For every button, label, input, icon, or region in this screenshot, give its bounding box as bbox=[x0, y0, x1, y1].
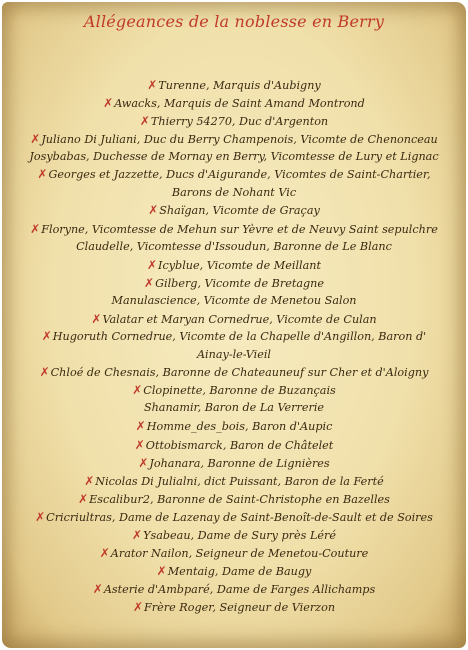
entry-text: Homme_des_bois, Baron d'Aupic bbox=[146, 420, 333, 434]
list-item bbox=[0, 310, 468, 328]
list-item bbox=[0, 399, 468, 417]
entry-text: Georges et Jazzette, Ducs d'Aigurande, Vicomtes de Saint-Chartier, Barons de Nohant Vic bbox=[48, 168, 431, 199]
cross-mark-icon: ✗ bbox=[99, 546, 110, 561]
entry-text: Shaïgan, Vicomte de Graçay bbox=[159, 204, 320, 218]
list-item bbox=[0, 472, 468, 490]
cross-mark-icon: ✗ bbox=[146, 257, 158, 272]
list-item bbox=[0, 490, 468, 508]
list-item bbox=[0, 381, 468, 399]
cross-mark-icon: ✗ bbox=[37, 167, 48, 182]
cross-mark-icon: ✗ bbox=[156, 564, 167, 579]
cross-mark-icon: ✗ bbox=[91, 312, 102, 327]
list-item bbox=[0, 292, 468, 310]
entry-text: Josybabas, Duchesse de Mornay en Berry, Vicomtesse de Lury et Lignac bbox=[29, 150, 439, 164]
entry-text: Frère Roger, Seigneur de Vierzon bbox=[144, 601, 336, 615]
entry-text: Turenne, Marquis d'Aubigny bbox=[158, 79, 321, 92]
list-item bbox=[0, 94, 468, 112]
entry-text: Hugoruth Cornedrue, Vicomte de la Chapelle d'Angillon, Baron d' Ainay-le-Vieil bbox=[52, 330, 427, 361]
list-item bbox=[0, 526, 468, 544]
list-item bbox=[0, 363, 468, 381]
list-item bbox=[0, 580, 468, 598]
entry-text: Asterie d'Ambparé, Dame de Farges Allichamps bbox=[103, 583, 376, 597]
entry-text: Arator Nailon, Seigneur de Menetou-Couture bbox=[110, 547, 369, 561]
cross-mark-icon: ✗ bbox=[132, 383, 143, 398]
list-item bbox=[0, 148, 468, 166]
list-item bbox=[0, 112, 468, 130]
cross-mark-icon: ✗ bbox=[132, 600, 144, 615]
cross-mark-icon: ✗ bbox=[30, 132, 41, 147]
entry-text: Valatar et Maryan Cornedrue, Vicomte de Culan bbox=[102, 313, 377, 327]
cross-mark-icon: ✗ bbox=[148, 203, 159, 218]
list-item bbox=[0, 562, 468, 580]
list-item bbox=[0, 436, 468, 454]
entry-text: Mentaig, Dame de Baugy bbox=[167, 565, 312, 579]
list-item bbox=[0, 166, 468, 201]
list-item bbox=[0, 76, 468, 94]
cross-mark-icon: ✗ bbox=[134, 437, 145, 452]
entry-text: Gilberg, Vicomte de Bretagne bbox=[155, 276, 324, 290]
entry-text: Juliano Di Juliani, Duc du Berry Champenois, Vicomte de Chenonceau bbox=[41, 133, 438, 147]
entry-text: Ottobismarck, Baron de Châtelet bbox=[145, 438, 334, 452]
list-item bbox=[0, 274, 468, 292]
entry-text: Ysabeau, Dame de Sury près Léré bbox=[143, 528, 336, 542]
cross-mark-icon: ✗ bbox=[92, 582, 103, 597]
list-item bbox=[0, 508, 468, 526]
list-item bbox=[0, 598, 468, 616]
cross-mark-icon: ✗ bbox=[78, 491, 89, 506]
entry-text: Awacks, Marquis de Saint Amand Montrond bbox=[114, 97, 365, 111]
cross-mark-icon: ✗ bbox=[144, 275, 155, 290]
list-item bbox=[0, 328, 468, 363]
list-item bbox=[0, 544, 468, 562]
entry-text: Manulascience, Vicomte de Menetou Salon bbox=[111, 293, 357, 307]
entry-text: Thierry 54270, Duc d'Argenton bbox=[150, 115, 329, 129]
cross-mark-icon: ✗ bbox=[84, 473, 95, 488]
list-item bbox=[0, 454, 468, 472]
cross-mark-icon: ✗ bbox=[132, 527, 143, 542]
page-title: Allégeances de la noblesse en Berry bbox=[83, 12, 385, 31]
cross-mark-icon: ✗ bbox=[147, 78, 158, 92]
entry-text: Claudelle, Vicomtesse d'Issoudun, Baronne de Le Blanc bbox=[76, 239, 392, 253]
entry-text: Floryne, Vicomtesse de Mehun sur Yèvre et de Neuvy Saint sepulchre bbox=[41, 222, 438, 236]
entry-text: Nicolas Di Julialni, dict Puissant, Baron de la Ferté bbox=[95, 474, 384, 488]
cross-mark-icon: ✗ bbox=[35, 509, 46, 524]
cross-mark-icon: ✗ bbox=[139, 114, 150, 129]
list-item bbox=[0, 201, 468, 219]
cross-mark-icon: ✗ bbox=[138, 455, 149, 470]
entry-text: Cricriultras, Dame de Lazenay de Saint-Benoît-de-Sault et de Soires bbox=[46, 510, 433, 524]
cross-mark-icon: ✗ bbox=[39, 365, 50, 380]
list-item bbox=[0, 238, 468, 256]
cross-mark-icon: ✗ bbox=[41, 329, 52, 344]
list-item bbox=[0, 417, 468, 435]
entry-text: Escalibur2, Baronne de Saint-Christophe en Bazelles bbox=[89, 492, 390, 506]
entry-text: Johanara, Baronne de Lignières bbox=[149, 456, 330, 470]
cross-mark-icon: ✗ bbox=[30, 221, 41, 236]
allegiance-list bbox=[0, 76, 468, 616]
entry-text: Chloé de Chesnais, Baronne de Chateauneuf sur Cher et d'Aloigny bbox=[50, 366, 429, 380]
cross-mark-icon: ✗ bbox=[103, 96, 114, 111]
list-item bbox=[0, 220, 468, 238]
list-item bbox=[0, 256, 468, 274]
list-item bbox=[0, 130, 468, 148]
entry-text: Icyblue, Vicomte de Meillant bbox=[158, 258, 321, 272]
entry-text: Clopinette, Baronne de Buzançais bbox=[143, 384, 336, 398]
cross-mark-icon: ✗ bbox=[135, 419, 146, 434]
entry-text: Shanamir, Baron de La Verrerie bbox=[143, 401, 325, 415]
